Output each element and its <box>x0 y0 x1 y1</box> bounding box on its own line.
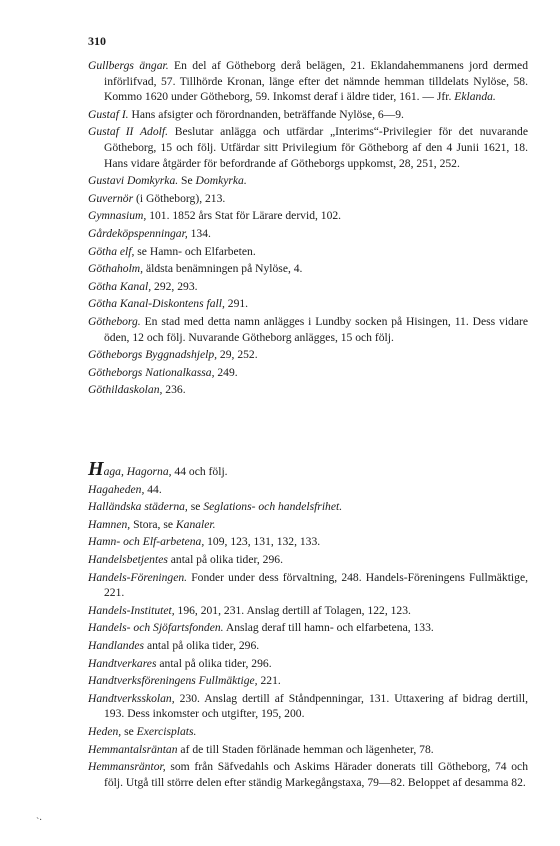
index-entry <box>88 58 528 105</box>
index-entry <box>88 656 528 672</box>
index-entry <box>88 261 528 277</box>
entry-text: antal på olika tider, 296. <box>167 552 283 566</box>
entry-text: 221. <box>257 674 281 688</box>
entry-keyword: Handelsbetjentes <box>88 552 168 566</box>
index-entry <box>88 534 528 550</box>
entry-keyword: aga, Hagorna, <box>103 465 172 478</box>
entry-cross-reference: Eklanda. <box>454 90 496 104</box>
entry-keyword: Heden, <box>88 724 122 738</box>
entry-keyword: Guvernör <box>88 191 134 205</box>
entry-text: äldsta benämningen på Nylöse, 4. <box>143 262 303 276</box>
index-entry <box>88 191 528 207</box>
index-entry <box>88 124 528 171</box>
entry-keyword: Gullbergs ängar. <box>88 59 169 72</box>
entry-cross-reference: Seglations- och handelsfrihet. <box>203 500 343 514</box>
entry-text: 230. Anslag dertill af Ståndpenningar, 131. Uttaxering af bidrag dertill, 193. Dess inkomster och utgifter, 195, 200. <box>104 691 528 721</box>
entry-keyword: Handlandes <box>88 638 145 652</box>
entry-text: En del af Götheborg derå belägen, 21. Eklandahemmanens jord dermed införlifvad, 57. Tillhörde Kronan, länge efter det nämnde hemman tilldelats Nylöse, 58. Kommo 1620 under Götheborg, 59. Inkomst deraf i äldre tider, 161. — Jfr. <box>104 59 528 104</box>
entry-keyword: Götheborgs Nationalkassa, <box>88 365 215 379</box>
entry-text: antal på olika tider, 296. <box>144 638 260 652</box>
entry-keyword: Hemmansräntor, <box>88 760 166 774</box>
entry-text: se <box>187 500 204 514</box>
entry-keyword: Gustavi Domkyrka. <box>88 174 179 188</box>
entry-keyword: Gustaf I. <box>88 107 129 121</box>
index-entry <box>88 458 528 480</box>
entry-text: 101. 1852 års Stat för Lärare dervid, 102. <box>146 209 342 223</box>
entry-text: 29, 252. <box>217 348 258 362</box>
index-entry <box>88 638 528 654</box>
entry-text: 196, 201, 231. Anslag dertill af Tolagen, 122, 123. <box>174 603 411 617</box>
index-section-g <box>88 58 528 400</box>
entry-keyword: Götha elf, <box>88 244 135 258</box>
entry-text: se <box>121 724 137 738</box>
index-entry <box>88 691 528 722</box>
entry-initial: H <box>88 458 104 480</box>
index-entry <box>88 347 528 363</box>
entry-text: Stora, se <box>130 517 176 531</box>
entry-text: Hans afsigter och förordnanden, beträffande Nylöse, 6—9. <box>128 107 404 121</box>
entry-keyword: Hamnen, <box>88 517 131 531</box>
entry-keyword: Hamn- och Elf-arbetena, <box>88 535 205 549</box>
index-entry <box>88 365 528 381</box>
entry-cross-reference: Domkyrka. <box>195 174 247 188</box>
entry-keyword: Göthaholm, <box>88 262 144 276</box>
entry-keyword: Gustaf II Adolf. <box>88 125 168 139</box>
index-entry <box>88 226 528 242</box>
index-entry <box>88 724 528 740</box>
entry-keyword: Handtverksskolan, <box>88 691 175 705</box>
entry-keyword: Gårdeköpspenningar, <box>88 226 188 240</box>
entry-text: Fonder under dess förvaltning, 248. Handels-Föreningens Fullmäktige, 221. <box>104 570 528 600</box>
entry-keyword: Hemmantalsräntan <box>88 742 178 756</box>
entry-text: (i Götheborg), 213. <box>133 191 226 205</box>
index-entry <box>88 517 528 533</box>
entry-keyword: Gymnasium, <box>88 209 147 223</box>
entry-keyword: Handtverkares <box>88 656 157 670</box>
entry-text: En stad med detta namn anlägges i Lundby socken på Hisingen, 11. Dess vidare öden, 12 och följ. Nuvarande Götheborg anlägges, 15 och följ. <box>104 314 528 344</box>
entry-text: 44 och följ. <box>171 465 228 478</box>
entry-text: 44. <box>144 482 162 496</box>
entry-keyword: Handels-Föreningen. <box>88 570 188 584</box>
entry-text: 291. <box>224 297 249 311</box>
entry-keyword: Göthildaskolan, <box>88 383 163 397</box>
entry-text: 109, 123, 131, 132, 133. <box>204 535 321 549</box>
entry-text: Anslag deraf till hamn- och elfarbetena, 133. <box>223 621 434 635</box>
index-entry <box>88 208 528 224</box>
entry-text: se Hamn- och Elfarbeten. <box>134 244 256 258</box>
entry-keyword: Handels-Institutet, <box>88 603 175 617</box>
index-section-h <box>88 458 528 792</box>
index-entry <box>88 482 528 498</box>
entry-text: af de till Staden förlänade hemman och lägenheter, 78. <box>177 742 434 756</box>
index-entry <box>88 382 528 398</box>
index-entry <box>88 296 528 312</box>
entry-keyword: Halländska städerna, <box>88 500 188 514</box>
entry-text: 236. <box>162 383 186 397</box>
index-entry <box>88 107 528 123</box>
entry-keyword: Götha Kanal-Diskontens fall, <box>88 297 225 311</box>
index-entry <box>88 499 528 515</box>
index-entry <box>88 620 528 636</box>
index-entry <box>88 759 528 790</box>
index-entry <box>88 742 528 758</box>
index-entry <box>88 314 528 345</box>
index-entry <box>88 552 528 568</box>
entry-keyword: Hagaheden, <box>88 482 145 496</box>
entry-text: 134. <box>187 226 211 240</box>
entry-keyword: Götheborgs Byggnadshjelp, <box>88 348 218 362</box>
entry-text: Beslutar anlägga och utfärdar „Interims“-Privilegier för det nuvarande Götheborg, 15 och följ. Utfärdar sitt Privilegium för Götheborg af den 4 Junii 1621, 18. Hans vidare åtgärder för befordrande af Götheborgs uppkomst, 28, 251, 252. <box>104 125 528 170</box>
index-entry <box>88 173 528 189</box>
entry-text: 292, 293. <box>151 279 198 293</box>
entry-keyword: Handtverksföreningens Fullmäktige, <box>88 674 258 688</box>
entry-text: antal på olika tider, 296. <box>156 656 272 670</box>
entry-text: 249. <box>214 365 238 379</box>
index-entry <box>88 244 528 260</box>
index-entry <box>88 570 528 601</box>
index-entry <box>88 673 528 689</box>
index-entry <box>88 603 528 619</box>
entry-cross-reference: Kanaler. <box>175 517 216 531</box>
stray-mark: ˴. <box>36 812 42 823</box>
entry-text: som från Säfvedahls och Askims Härader donerats till Götheborg, 74 och följ. Utgå till större delen efter ständig Markegångstaxa, 79—82. Beloppet af desamma 82. <box>104 760 528 789</box>
entry-text: Se <box>178 174 196 188</box>
page-number: 310 <box>88 34 106 48</box>
entry-cross-reference: Exercisplats. <box>136 724 197 738</box>
index-entry <box>88 279 528 295</box>
entry-keyword: Götha Kanal, <box>88 279 152 293</box>
entry-keyword: Handels- och Sjöfartsfonden. <box>88 621 224 635</box>
entry-keyword: Götheborg. <box>88 314 141 328</box>
